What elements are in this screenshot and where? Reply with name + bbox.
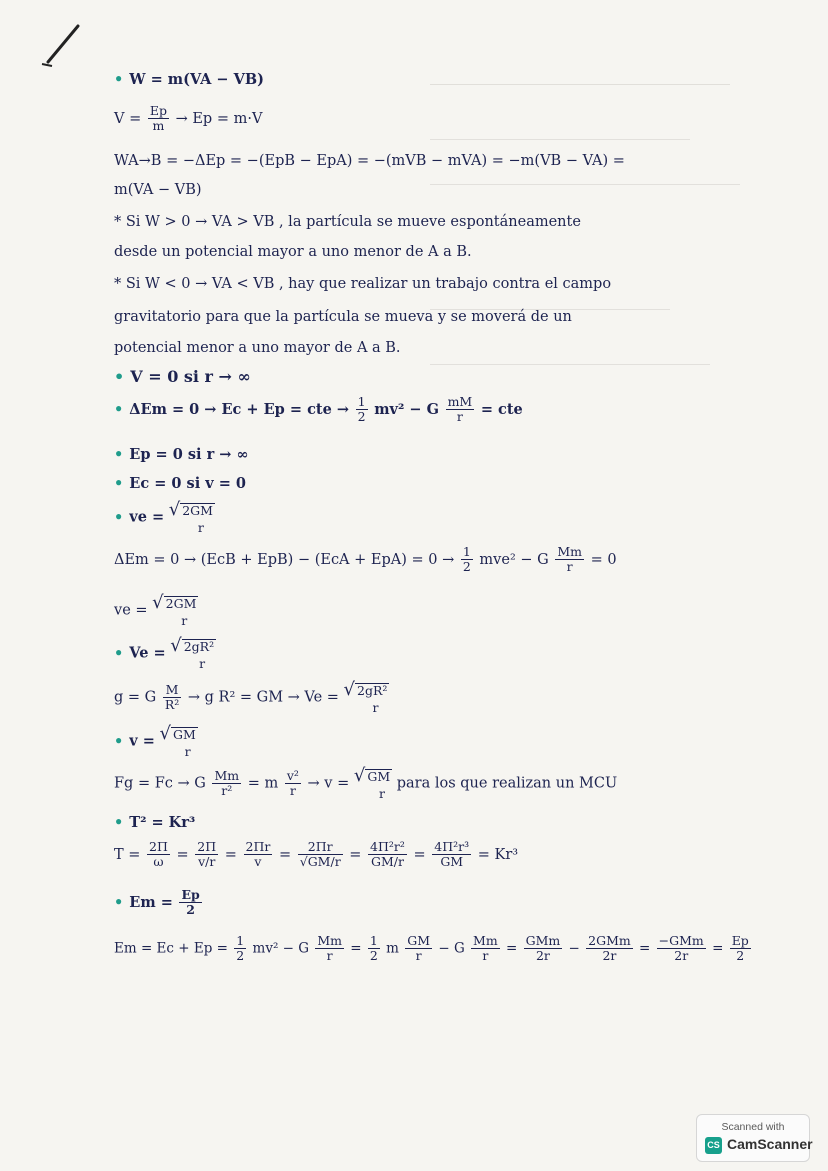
badge-brand: CamScanner <box>727 1136 813 1152</box>
line-mech-energy-derivation: Em = Ec + Ep = $\frac{1}{2}$ mv² − G $\frac{Mm}{r}$ = $\frac{1}{2}$ m $\frac{GM}{r}$ − G $\frac{Mm}{r}$ = $\frac{\text{GMm}}{2r}$ − $\frac{\text{2GMm}}{2r}$ = $\frac{\text{−GMm}}{2r}$ = $\frac{Ep}{2}$ <box>114 933 749 964</box>
line-kepler-derivation: T = $\frac{2\Pi}{\omega}$ = $\frac{2\Pi}{v/r}$ = $\frac{2\Pi r}{v}$ = $\frac{2\Pi r}{√GM/r}$ = $\frac{\text{4Π²r²}}{GM/r}$ = $\frac{\text{4Π²r³}}{GM}$ = Kr³ <box>114 839 519 870</box>
line-work-result: m(VA − VB) <box>114 182 202 198</box>
camscanner-badge <box>696 1114 813 1162</box>
line-kepler-third: • T² = Kr³ <box>114 814 196 831</box>
line-ec-zero: • Ec = 0 si v = 0 <box>114 475 247 492</box>
line-gravity-relation: g = G $\frac{M}{\text{R²}}$ → g R² = GM → Ve = √ 2gR² r <box>114 679 388 715</box>
line-orbital-derivation: Fg = Fc → G $\frac{Mm}{\text{r²}}$ = m $\frac{\text{v²}}{r}$ → v = √ GM r para los que realizan un MCU <box>114 765 618 801</box>
line-case-negative-end: potencial menor a uno mayor de A a B. <box>114 340 401 356</box>
badge-caption: Scanned with <box>721 1121 785 1133</box>
line-ep-zero: • Ep = 0 si r → ∞ <box>114 446 249 463</box>
line-mech-energy: • Em = $\frac{Ep}{2}$ <box>114 887 200 918</box>
line-work-potential: • W = m(VA − VB) <box>114 71 265 88</box>
line-case-negative-cont: gravitatorio para que la partícula se mueva y se moverá de un <box>114 309 572 325</box>
line-v-zero: • V = 0 si r → ∞ <box>114 367 251 386</box>
line-case-positive-cont: desde un potencial mayor a uno menor de A a B. <box>114 244 472 260</box>
fraction: $\frac{Ep}{m}$ <box>149 103 167 134</box>
pen-stroke-mark <box>30 14 96 72</box>
line-case-positive: * Si W > 0 → VA > VB , la partícula se mueve espontáneamente <box>114 214 581 230</box>
line-orbital-velocity: • v = √ GM r <box>114 723 196 759</box>
line-escape-velocity-2: ve = √ 2GM r <box>114 592 197 628</box>
line-escape-velocity-g: • Ve = √ 2gR² r <box>114 635 215 671</box>
line-case-negative: * Si W < 0 → VA < VB , hay que realizar un trabajo contra el campo <box>114 276 612 292</box>
line-escape-derivation: ΔEm = 0 → (EcB + EpB) − (EcA + EpA) = 0 → $\frac{1}{2}$ mve² − G $\frac{Mm}{r}$ = 0 <box>114 544 617 575</box>
line-potential-def: V = $\frac{Ep}{m}$ → Ep = m·V <box>114 103 263 134</box>
line-work-derivation: WA→B = −ΔEp = −(EpB − EpA) = −(mVB − mVA) = −m(VB − VA) = <box>114 153 625 169</box>
line-escape-velocity: • ve = √ 2GM r <box>114 499 213 535</box>
camscanner-logo-icon: CS <box>705 1137 722 1154</box>
line-energy-conservation: • ΔEm = 0 → Ec + Ep = cte → $\frac{1}{2}$ mv² − G $\frac{mM}{r}$ = cte <box>114 394 523 425</box>
